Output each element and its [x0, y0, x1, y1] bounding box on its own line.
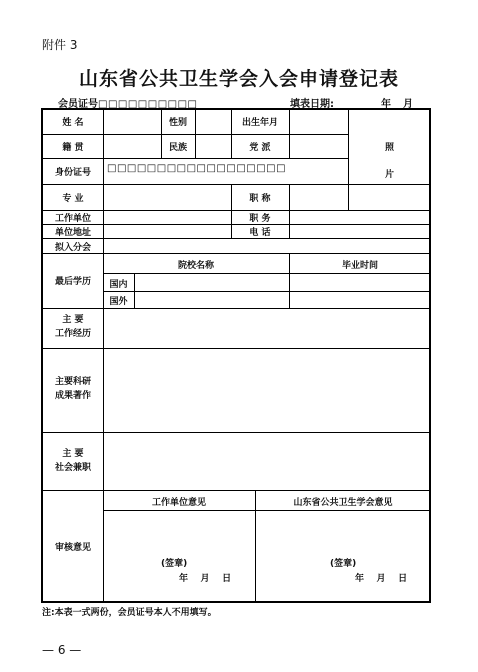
fill-date-label: 填表日期: — [290, 99, 334, 110]
label-research — [43, 375, 103, 403]
page-number: — 6 — — [42, 643, 82, 657]
label-title-rank: 职 称 — [249, 194, 271, 204]
col-line — [195, 110, 196, 158]
label-native-place: 籍 贯 — [62, 143, 84, 153]
label-review: 审核意见 — [54, 543, 91, 553]
row-line — [43, 253, 431, 254]
label-ethnicity: 民族 — [168, 143, 187, 153]
row-line — [43, 432, 431, 433]
label-gender: 性别 — [168, 118, 187, 128]
label-work-experience-line1: 主 要 — [62, 315, 84, 325]
label-address: 单位地址 — [54, 228, 91, 238]
label-employer-opinion: 工作单位意见 — [151, 498, 206, 508]
row-line — [43, 490, 431, 491]
society-date: 年 月 日 — [355, 574, 408, 584]
employer-seal: (签章) — [161, 559, 188, 569]
photo-label-2: 片 — [384, 170, 394, 180]
label-education: 最后学历 — [54, 277, 91, 287]
label-phone: 电 话 — [249, 228, 271, 238]
label-birth: 出生年月 — [241, 118, 278, 128]
label-society-opinion: 山东省公共卫生学会意见 — [293, 498, 393, 508]
row-line — [103, 273, 431, 274]
form-title: 山东省公共卫生学会入会申请登记表 — [78, 68, 399, 90]
label-work-experience-line2: 工作经历 — [54, 329, 91, 339]
member-no-label: 会员证号 — [58, 99, 98, 110]
label-research-line1: 主要科研 — [54, 377, 91, 387]
col-line — [289, 110, 290, 158]
row-line — [103, 291, 431, 292]
footnote: 注:本表一式两份，会员证号本人不用填写。 — [42, 608, 217, 618]
row-line — [43, 158, 348, 159]
col-line — [289, 184, 290, 238]
society-seal: (签章) — [330, 559, 357, 569]
employer-date: 年 月 日 — [179, 574, 232, 584]
label-party: 党 派 — [249, 143, 271, 153]
label-domestic: 国内 — [109, 280, 128, 290]
registration-form-table — [41, 108, 431, 603]
label-abroad: 国外 — [109, 297, 128, 307]
label-id-number: 身份证号 — [54, 168, 91, 178]
row-line — [43, 308, 431, 309]
photo-label-1: 照 — [384, 143, 394, 153]
label-work-experience — [43, 313, 103, 341]
label-social-roles-line2: 社会兼职 — [54, 463, 91, 473]
fill-date-month: 月 — [403, 99, 413, 110]
col-line — [103, 110, 104, 603]
attachment-label: 附件 3 — [42, 38, 78, 52]
row-line — [43, 238, 431, 239]
row-line — [43, 348, 431, 349]
label-position: 职 务 — [249, 214, 271, 224]
label-branch: 拟入分会 — [54, 243, 91, 253]
col-line — [134, 273, 135, 308]
row-line — [103, 510, 431, 511]
label-social-roles-line1: 主 要 — [62, 449, 84, 459]
label-major: 专 业 — [62, 194, 84, 204]
col-line — [348, 110, 349, 210]
label-school-name: 院校名称 — [177, 261, 214, 271]
label-employer: 工作单位 — [54, 214, 91, 224]
label-graduation-time: 毕业时间 — [341, 261, 378, 271]
label-social-roles — [43, 447, 103, 475]
fill-date-year: 年 — [381, 99, 391, 110]
member-no-boxes: □□□□□□□□□□ — [98, 99, 198, 110]
row-line — [43, 184, 431, 185]
id-number-boxes[interactable]: □□□□□□□□□□□□□□□□□□ — [107, 163, 287, 174]
label-research-line2: 成果著作 — [54, 391, 91, 401]
label-name: 姓 名 — [62, 118, 84, 128]
